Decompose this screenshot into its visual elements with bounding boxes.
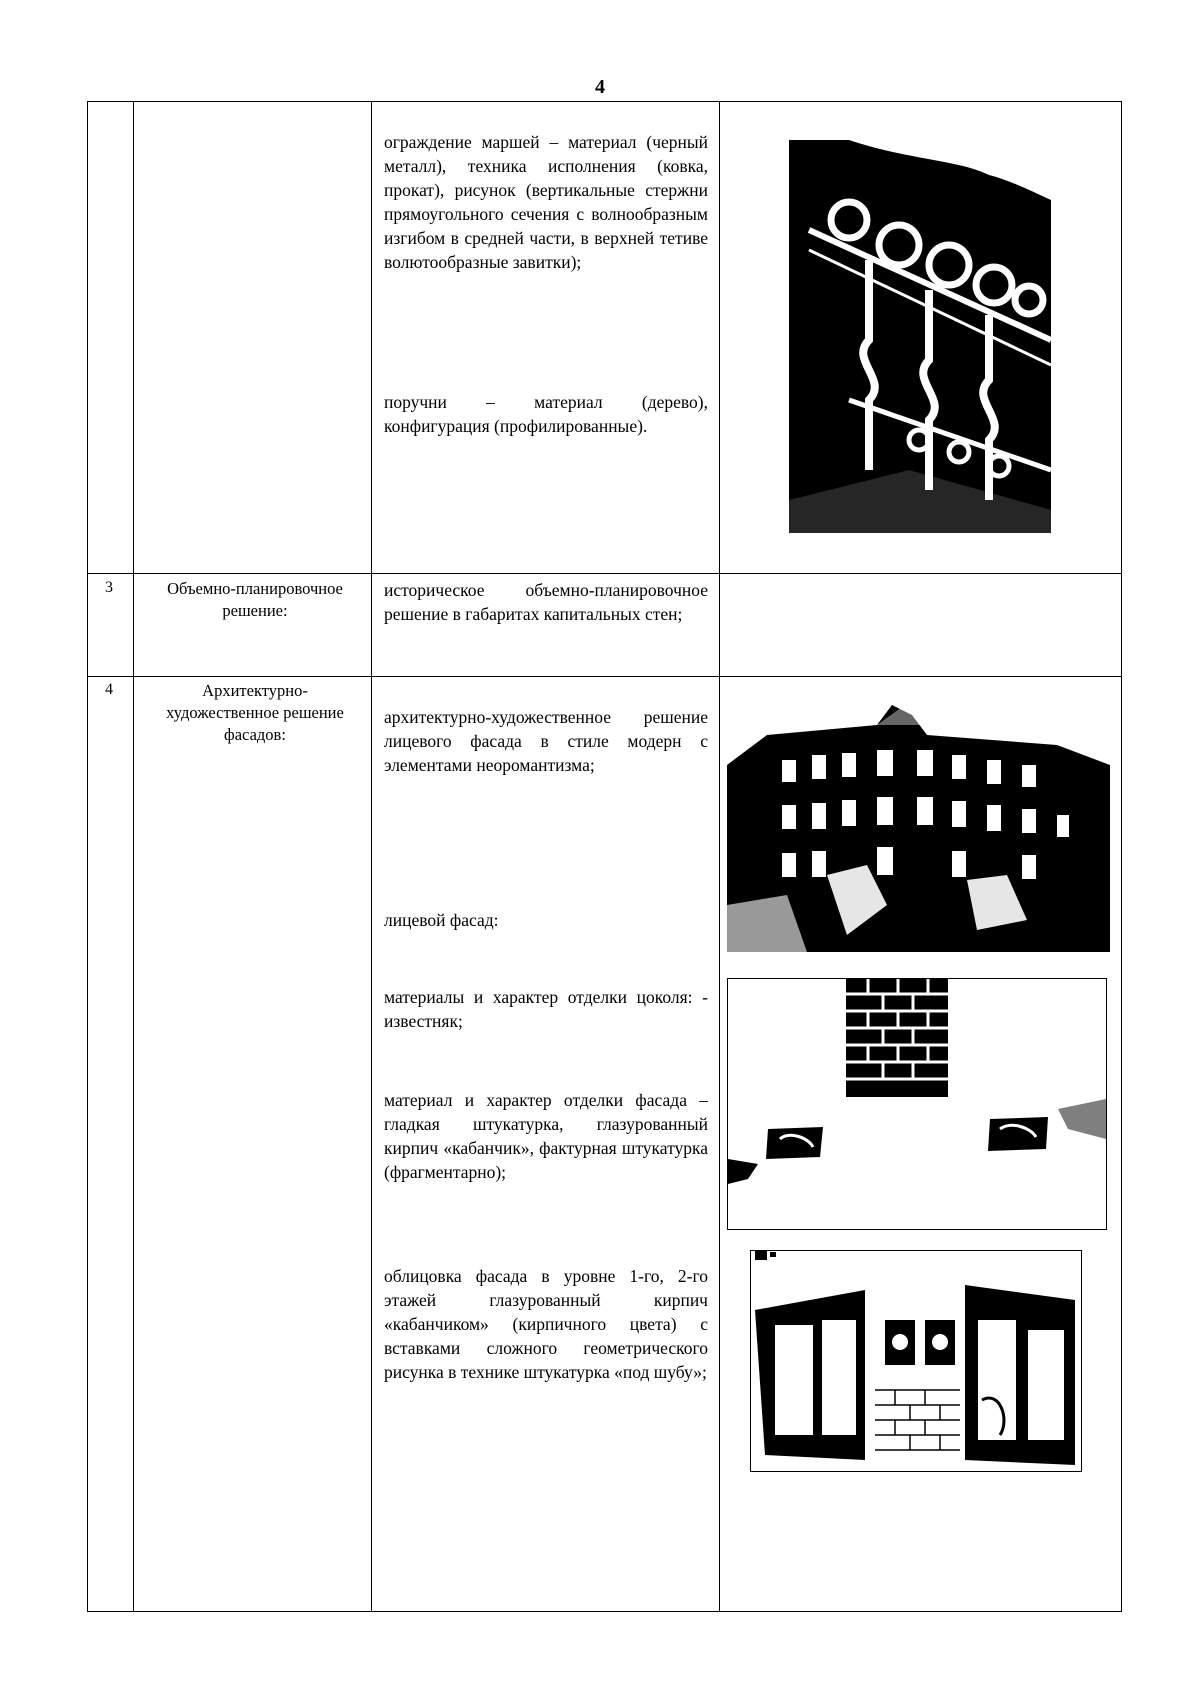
windows-cladding-photo (750, 1250, 1082, 1472)
plinth-brick-photo (727, 978, 1107, 1230)
row-divider (87, 676, 1122, 677)
column-divider (371, 101, 372, 1612)
facade-building-photo (727, 705, 1110, 952)
row4-text-facade-finish: материал и характер отделки фасада – гладкая штукатурка, глазурованный кирпич «кабанчик», фактурная штукатурка (фрагментарно); (384, 1090, 708, 1182)
row1-text-railing: ограждение маршей – материал (черный металл), техника исполнения (ковка, прокат), рисунок (вертикальные стержни прямоугольного сечения с волнообразным изгибом в средней части, в верхней тетиве волютообразные завитки); (384, 132, 708, 272)
row1-text-handrail: поручни – материал (дерево), конфигурация (профилированные). (384, 392, 708, 436)
row3-heading: Объемно-планировочное решение: (167, 579, 343, 620)
row3-text: историческое объемно-планировочное решение в габаритах капитальных стен; (384, 580, 708, 624)
column-divider (133, 101, 134, 1612)
row4-text-plinth: материалы и характер отделки цоколя: - известняк; (384, 987, 708, 1031)
row4-number: 4 (105, 681, 113, 698)
column-divider (719, 101, 720, 1612)
row-divider (87, 573, 1122, 574)
row3-number: 3 (105, 579, 113, 596)
stair-railing-photo (789, 140, 1051, 533)
row4-text-main-facade: лицевой фасад: (384, 910, 499, 930)
row4-heading: Архитектурно-художественное решение фасадов: (166, 681, 344, 744)
row4-text-cladding: облицовка фасада в уровне 1-го, 2-го этажей глазурованный кирпич «кабанчиком» (кирпичного цвета) с вставками сложного геометрического рисунка в технике штукатурка «под шубу»; (384, 1266, 708, 1382)
page-number: 4 (595, 76, 605, 98)
row4-text-facade-style: архитектурно-художественное решение лицевого фасада в стиле модерн с элементами неоромантизма; (384, 707, 708, 775)
